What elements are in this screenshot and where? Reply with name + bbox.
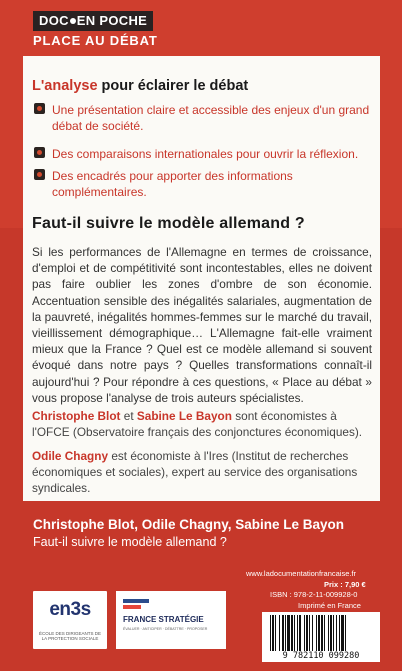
barcode-bar — [336, 615, 337, 651]
series-logo-part1: DOC — [39, 13, 69, 28]
barcode-bar — [333, 615, 334, 651]
author-description: est économiste à l'Ires (Institut de recherches économiques et sociales), expert au service des organisations syndicales. — [32, 449, 358, 496]
authors-note-1 — [32, 408, 372, 440]
analysis-heading-accent: L'analyse — [32, 78, 98, 94]
series-logo-part2: EN POCHE — [76, 13, 148, 28]
logo-caption: ÉCOLE DES DIRIGEANTS DE LA PROTECTION SOCIALE — [38, 631, 101, 641]
book-main-title: Faut-il suivre le modèle allemand ? — [32, 215, 305, 232]
barcode-bar — [309, 615, 310, 651]
bullet-icon — [34, 169, 45, 180]
dot-icon — [70, 18, 76, 24]
barcode-bar — [316, 615, 317, 651]
series-logo — [33, 11, 153, 31]
barcode-bar — [270, 615, 271, 651]
barcode-bar — [318, 615, 320, 651]
barcode-bar — [345, 615, 346, 651]
analysis-heading-rest: pour éclairer le débat — [97, 78, 249, 94]
barcode-bar — [312, 615, 313, 651]
logo-mark — [123, 605, 141, 609]
barcode-bar — [285, 615, 286, 651]
barcode-bar — [297, 615, 298, 651]
barcode-bar — [272, 615, 274, 651]
barcode-bar — [304, 615, 305, 651]
footer-authors: Christophe Blot, Odile Chagny, Sabine Le Bayon — [33, 517, 345, 532]
printed-in: Imprimé en France — [298, 601, 361, 610]
author-name: Odile Chagny — [32, 449, 109, 463]
barcode-bar — [275, 615, 276, 651]
logo-wordmark: FRANCE STRATÉGIE — [123, 615, 204, 624]
author-name: Christophe Blot — [32, 409, 121, 423]
logo-mark — [123, 599, 149, 603]
barcode-bar — [291, 615, 293, 651]
bullet-text: Des encadrés pour apporter des informations complémentaires. — [52, 169, 293, 199]
logo-wordmark: en3s — [49, 599, 91, 620]
analysis-heading — [32, 78, 248, 94]
barcode-bar — [321, 615, 323, 651]
barcode-bar — [330, 615, 332, 651]
bullet-text: Une présentation claire et accessible des enjeux d'un grand débat de société. — [52, 103, 370, 133]
ean-number: 9 782110 099280 — [282, 651, 360, 661]
barcode-bar — [328, 615, 329, 651]
barcode-bar — [287, 615, 290, 651]
barcode-bar — [339, 615, 340, 651]
barcode-bar — [324, 615, 325, 651]
barcode-bar — [279, 615, 280, 651]
barcode-bar — [299, 615, 301, 651]
barcode — [262, 612, 380, 662]
footer-book-title: Faut-il suivre le modèle allemand ? — [33, 535, 227, 549]
barcode-icon — [268, 615, 374, 651]
authors-note-2 — [32, 448, 372, 497]
barcode-bar — [341, 615, 344, 651]
france-strategie-logo — [116, 591, 226, 649]
isbn: ISBN : 978-2-11-009928-0 — [270, 590, 358, 599]
author-conjunction: et — [120, 409, 137, 423]
bullet-icon — [34, 147, 45, 158]
barcode-bar — [294, 615, 295, 651]
logo-caption: ÉVALUER · ANTICIPER · DÉBATTRE · PROPOSER — [123, 627, 208, 631]
author-name: Sabine Le Bayon — [136, 409, 232, 423]
bullet-icon — [34, 103, 45, 114]
bullet-text: Des comparaisons internationales pour ouvrir la réflexion. — [52, 147, 359, 161]
publisher-website: www.ladocumentationfrancaise.fr — [246, 569, 357, 578]
book-summary: Si les performances de l'Allemagne en termes de croissance, d'emploi et de compétitivité sont incontestables, elles ne doivent pas faire oublier les zones d'ombre de son économie. Accentuation sensible des inégalités salariales, augmentation de la pauvreté, inégalités hommes-femmes sur le marché du travail, vieillissement démographique… L'Allemagne fait-elle vraiment mieux que la France ? Quel est ce modèle allemand si souvent évoqué dans notre pays ? Quelles transformations connaît-il aujourd'hui ? Pour répondre à ces questions, « Place au débat » vous propose l'analyse de trois auteurs spécialistes. — [32, 245, 372, 405]
barcode-bar — [282, 615, 284, 651]
barcode-bar — [306, 615, 308, 651]
price: Prix : 7,90 € — [324, 580, 366, 589]
collection-name: PLACE AU DÉBAT — [33, 33, 158, 48]
en3s-logo — [33, 591, 107, 649]
author-description: sont économistes à l'OFCE (Observatoire français des conjonctures économiques). — [32, 409, 363, 440]
